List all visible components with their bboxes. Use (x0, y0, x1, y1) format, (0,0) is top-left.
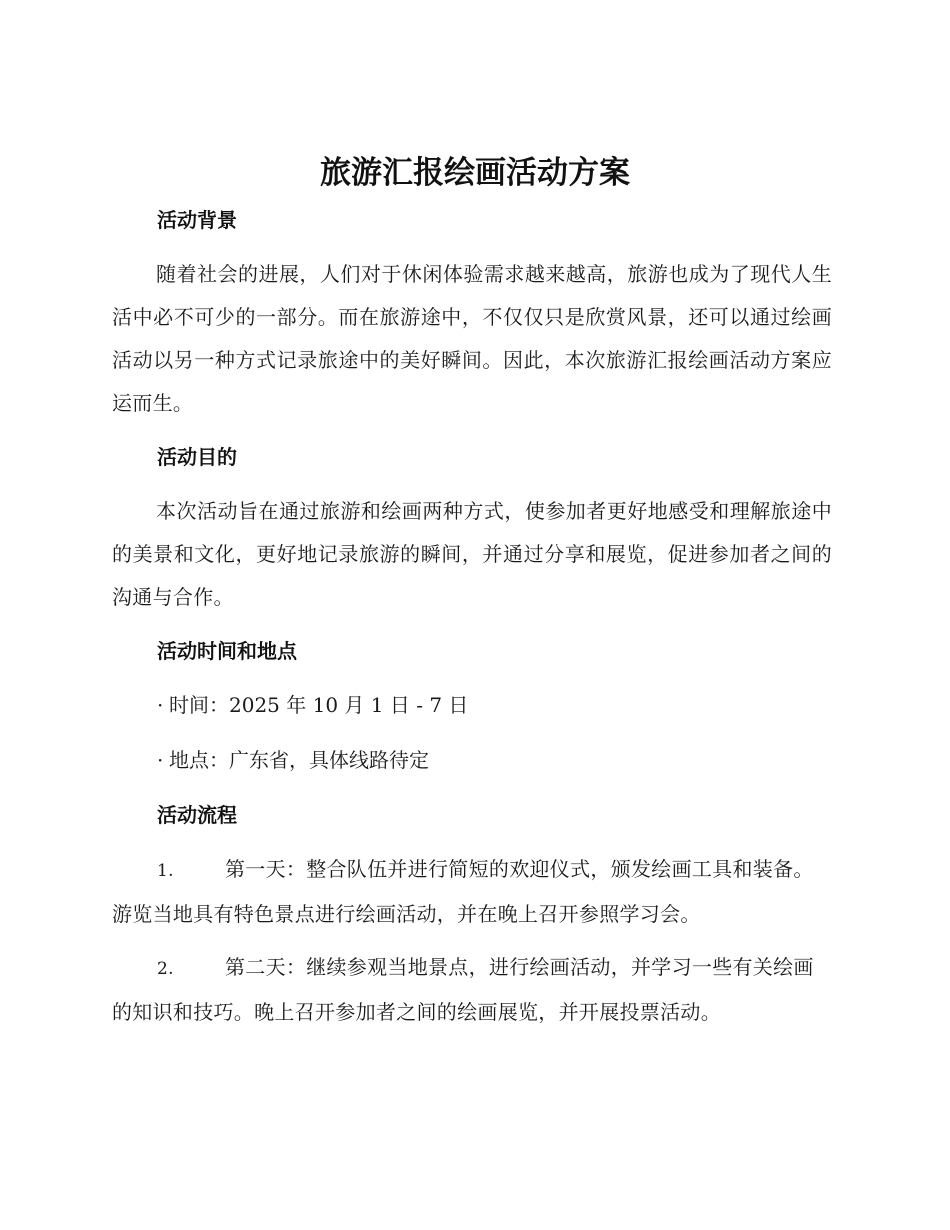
section-heading-time-place: 活动时间和地点 (157, 639, 297, 663)
step-number: 1. (157, 861, 174, 881)
background-paragraph: 随着社会的进展，人们对于休闲体验需求越来越高，旅游也成为了现代人生活中必不可少的一部分。而在旅游途中，不仅仅只是欣赏风景，还可以通过绘画活动以另一种方式记录旅途中的美好瞬间。因此，本次旅游汇报绘画活动方案应运而生。 (112, 262, 832, 415)
step-text: 第二天：继续参观当地景点，进行绘画活动，并学习一些有关绘画的知识和技巧。晚上召开参加者之间的绘画展览，并开展投票活动。 (112, 955, 814, 1024)
bullet-item-place (157, 745, 429, 775)
section-heading-purpose: 活动目的 (157, 445, 237, 469)
step-text: 第一天：整合队伍并进行简短的欢迎仪式，颁发绘画工具和装备。游览当地具有特色景点进行绘画活动，并在晚上召开参照学习会。 (112, 857, 814, 926)
section-heading-background: 活动背景 (157, 208, 237, 232)
bullet-text: 时间：2025 年 10 月 1 日 - 7 日 (169, 693, 469, 717)
purpose-paragraph: 本次活动旨在通过旅游和绘画两种方式，使参加者更好地感受和理解旅途中的美景和文化，更好地记录旅游的瞬间，并通过分享和展览，促进参加者之间的沟通与合作。 (112, 499, 832, 609)
step-number: 2. (157, 959, 174, 979)
document-title: 旅游汇报绘画活动方案 (320, 155, 630, 191)
process-step-1 (112, 848, 832, 936)
process-step-2 (112, 946, 832, 1034)
bullet-dot: · (157, 693, 164, 717)
bullet-dot: · (157, 748, 164, 772)
section-heading-process: 活动流程 (157, 803, 237, 827)
bullet-item-time (157, 690, 468, 720)
bullet-text: 地点：广东省，具体线路待定 (169, 748, 429, 772)
